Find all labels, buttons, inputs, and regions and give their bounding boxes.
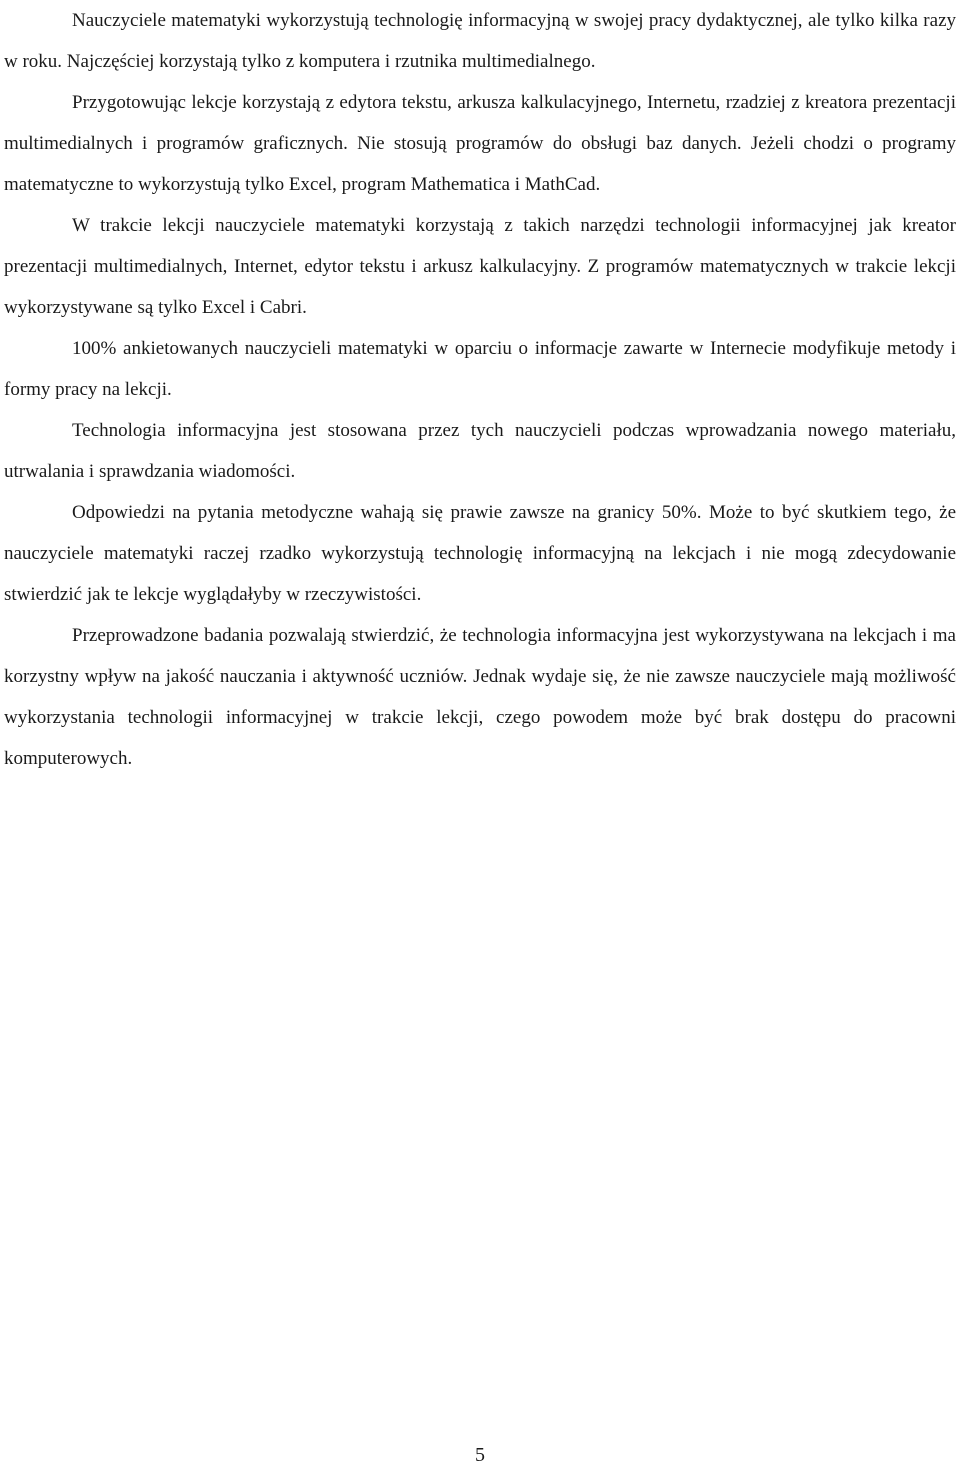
- paragraph-5: Technologia informacyjna jest stosowana przez tych nauczycieli podczas wprowadzania nowego materiału, utrwalania i sprawdzania wiadomości.: [4, 420, 956, 482]
- page-body: [4, 0, 956, 779]
- page-number: 5: [475, 1444, 485, 1466]
- paragraph-1: Nauczyciele matematyki wykorzystują technologię informacyjną w swojej pracy dydaktycznej, ale tylko kilka razy w roku. Najczęściej korzystają tylko z komputera i rzutnika multimedialnego.: [4, 10, 956, 72]
- paragraph-3: W trakcie lekcji nauczyciele matematyki korzystają z takich narzędzi technologii informacyjnej jak kreator prezentacji multimedialnych, Internet, edytor tekstu i arkusz kalkulacyjny. Z programów matematycznych w trakcie lekcji wykorzystywane są tylko Excel i Cabri.: [4, 215, 956, 318]
- paragraph-6: Odpowiedzi na pytania metodyczne wahają się prawie zawsze na granicy 50%. Może to być skutkiem tego, że nauczyciele matematyki raczej rzadko wykorzystują technologię informacyjną na lekcjach i nie mogą zdecydowanie stwierdzić jak te lekcje wyglądałyby w rzeczywistości.: [4, 502, 956, 605]
- paragraph-4: 100% ankietowanych nauczycieli matematyki w oparciu o informacje zawarte w Internecie modyfikuje metody i formy pracy na lekcji.: [4, 338, 956, 400]
- paragraph-7: Przeprowadzone badania pozwalają stwierdzić, że technologia informacyjna jest wykorzystywana na lekcjach i ma korzystny wpływ na jakość nauczania i aktywność uczniów. Jednak wydaje się, że nie zawsze nauczyciele mają możliwość wykorzystania technologii informacyjnej w trakcie lekcji, czego powodem może być brak dostępu do pracowni komputerowych.: [4, 625, 956, 769]
- paragraph-2: Przygotowując lekcje korzystają z edytora tekstu, arkusza kalkulacyjnego, Internetu, rzadziej z kreatora prezentacji multimedialnych i programów graficznych. Nie stosują programów do obsługi baz danych. Jeżeli chodzi o programy matematyczne to wykorzystują tylko Excel, program Mathematica i MathCad.: [4, 92, 956, 195]
